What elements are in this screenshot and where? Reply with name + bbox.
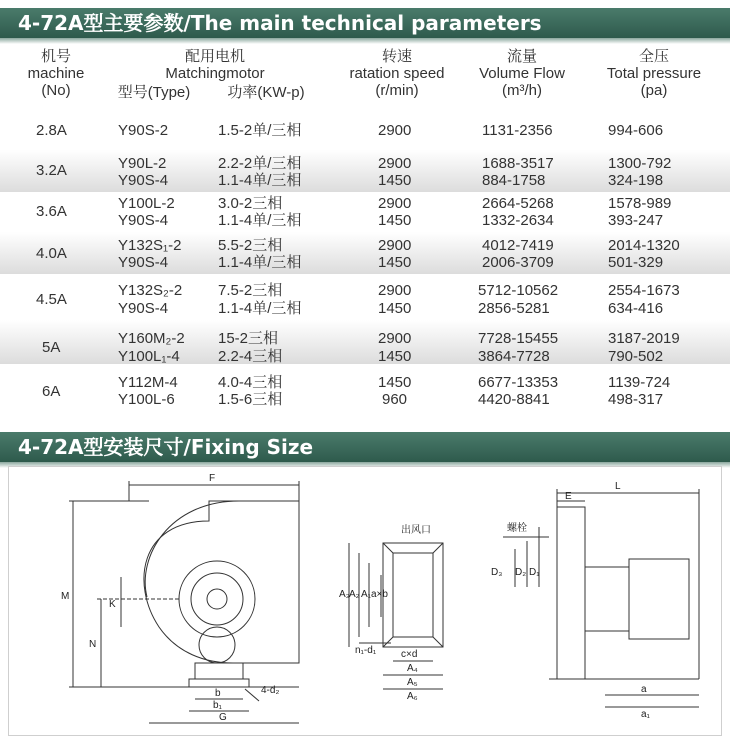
cell-power: 1.1-4单/三相 xyxy=(218,254,302,271)
cell-power: 2.2-4三相 xyxy=(218,348,283,365)
cell-power: 4.0-4三相 xyxy=(218,374,283,391)
cell-type: Y90S-2 xyxy=(118,122,169,139)
cell-speed: 2900 xyxy=(378,122,412,139)
cell-machine: 6A xyxy=(42,383,61,400)
label-G: G xyxy=(219,712,227,723)
label-K: K xyxy=(109,599,116,610)
cell-pressure: 324-198 xyxy=(608,172,664,189)
cell-flow: 2006-3709 xyxy=(482,254,554,271)
cell-machine: 4.0A xyxy=(36,245,67,262)
cell-flow: 2664-5268 xyxy=(482,195,554,212)
label-A5: A₅ xyxy=(407,677,418,688)
header-pressure: 全压 Total pressure (pa) xyxy=(606,48,702,99)
cell-power: 15-2三相 xyxy=(218,330,279,347)
cell-machine: 4.5A xyxy=(36,291,67,308)
header-motor-power: 功率(KW-p) xyxy=(227,84,305,101)
cell-power: 1.5-6三相 xyxy=(218,391,283,408)
cell-speed: 2900 xyxy=(378,155,412,172)
cell-power: 1.1-4单/三相 xyxy=(218,172,302,189)
cell-pressure: 393-247 xyxy=(608,212,664,229)
cell-flow: 3864-7728 xyxy=(478,348,550,365)
cell-type: Y90S-4 xyxy=(118,300,169,317)
cell-speed: 2900 xyxy=(378,330,412,347)
cell-pressure: 501-329 xyxy=(608,254,664,271)
fixing-size-diagram xyxy=(8,466,722,736)
cell-pressure: 994-606 xyxy=(608,122,664,139)
cell-pressure: 634-416 xyxy=(608,300,664,317)
header-flow: 流量 Volume Flow (m³/h) xyxy=(479,48,565,99)
cell-speed: 1450 xyxy=(378,348,412,365)
label-E: E xyxy=(565,491,572,502)
cell-speed: 2900 xyxy=(378,237,412,254)
cell-pressure: 1578-989 xyxy=(608,195,672,212)
cell-flow: 7728-15455 xyxy=(478,330,559,347)
cell-pressure: 3187-2019 xyxy=(608,330,680,347)
section-title-parameters: 4-72A型主要参数/The main technical parameters xyxy=(0,8,730,38)
fixing-size-drawing xyxy=(9,467,721,735)
cell-speed: 1450 xyxy=(378,300,412,317)
cell-machine: 5A xyxy=(42,339,61,356)
label-bolt: 螺栓 xyxy=(507,523,527,534)
cell-pressure: 1300-792 xyxy=(608,155,672,172)
cell-speed: 1450 xyxy=(378,172,412,189)
label-D1: D₁ xyxy=(529,567,540,578)
label-A3: A₃ xyxy=(339,589,350,600)
cell-type: Y100L₁-4 xyxy=(118,348,180,365)
label-F: F xyxy=(209,473,216,484)
cell-speed: 960 xyxy=(382,391,408,408)
cell-pressure: 2554-1673 xyxy=(608,282,680,299)
cell-flow: 884-1758 xyxy=(482,172,546,189)
cell-speed: 2900 xyxy=(378,282,412,299)
cell-type: Y100L-6 xyxy=(118,391,175,408)
cell-power: 1.1-4单/三相 xyxy=(218,300,302,317)
header-speed: 转速 ratation speed (r/min) xyxy=(349,48,445,99)
label-n1d1: n₁-d₁ xyxy=(355,645,377,656)
label-L: L xyxy=(615,481,621,492)
cell-flow: 1131-2356 xyxy=(482,122,553,139)
cell-power: 7.5-2三相 xyxy=(218,282,283,299)
cell-speed: 1450 xyxy=(378,254,412,271)
cell-flow: 5712-10562 xyxy=(478,282,559,299)
cell-type: Y132S₁-2 xyxy=(118,237,182,254)
cell-type: Y90S-4 xyxy=(118,212,169,229)
cell-type: Y90S-4 xyxy=(118,254,169,271)
label-A2: A₂ xyxy=(349,589,360,600)
label-cxd: c×d xyxy=(401,649,418,660)
cell-type: Y112M-4 xyxy=(118,374,178,391)
label-b1: b₁ xyxy=(213,700,222,711)
cell-speed: 2900 xyxy=(378,195,412,212)
section-title-fixing-size: 4-72A型安装尺寸/Fixing Size xyxy=(0,432,730,462)
label-D3: D₃ xyxy=(491,567,503,578)
cell-type: Y100L-2 xyxy=(118,195,175,212)
label-b: b xyxy=(215,688,221,699)
label-axb: a×b xyxy=(371,589,388,600)
label-A6: A₆ xyxy=(407,691,418,702)
header-machine: 机号 machine (No) xyxy=(27,48,85,99)
cell-flow: 4420-8841 xyxy=(478,391,550,408)
cell-type: Y90L-2 xyxy=(118,155,167,172)
cell-machine: 2.8A xyxy=(36,122,67,139)
cell-pressure: 2014-1320 xyxy=(608,237,680,254)
label-D2: D₂ xyxy=(515,567,527,578)
cell-power: 1.5-2单/三相 xyxy=(218,122,302,139)
cell-power: 5.5-2三相 xyxy=(218,237,283,254)
label-A4: A₄ xyxy=(407,663,418,674)
cell-pressure: 790-502 xyxy=(608,348,664,365)
label-A1: A₁ xyxy=(361,589,372,600)
cell-flow: 1688-3517 xyxy=(482,155,554,172)
cell-power: 1.1-4单/三相 xyxy=(218,212,302,229)
cell-speed: 1450 xyxy=(378,212,412,229)
cell-pressure: 1139-724 xyxy=(608,374,671,391)
cell-power: 2.2-2单/三相 xyxy=(218,155,302,172)
cell-flow: 1332-2634 xyxy=(482,212,554,229)
label-N: N xyxy=(89,639,97,650)
label-M: M xyxy=(61,591,70,602)
cell-flow: 4012-7419 xyxy=(482,237,554,254)
cell-speed: 1450 xyxy=(378,374,412,391)
cell-power: 3.0-2三相 xyxy=(218,195,283,212)
cell-flow: 2856-5281 xyxy=(478,300,550,317)
cell-pressure: 498-317 xyxy=(608,391,664,408)
header-motor: 配用电机 Matchingmotor xyxy=(165,48,265,82)
label-outlet: 出风口 xyxy=(401,525,431,536)
cell-type: Y132S₂-2 xyxy=(118,282,183,299)
cell-machine: 3.6A xyxy=(36,203,67,220)
cell-machine: 3.2A xyxy=(36,162,67,179)
cell-type: Y90S-4 xyxy=(118,172,169,189)
label-a: a xyxy=(641,684,647,695)
header-motor-type: 型号(Type) xyxy=(117,84,191,101)
label-a1: a₁ xyxy=(641,709,650,720)
cell-type: Y160M₂-2 xyxy=(118,330,185,347)
cell-flow: 6677-13353 xyxy=(478,374,559,391)
label-d2: 4-d₂ xyxy=(261,685,280,696)
